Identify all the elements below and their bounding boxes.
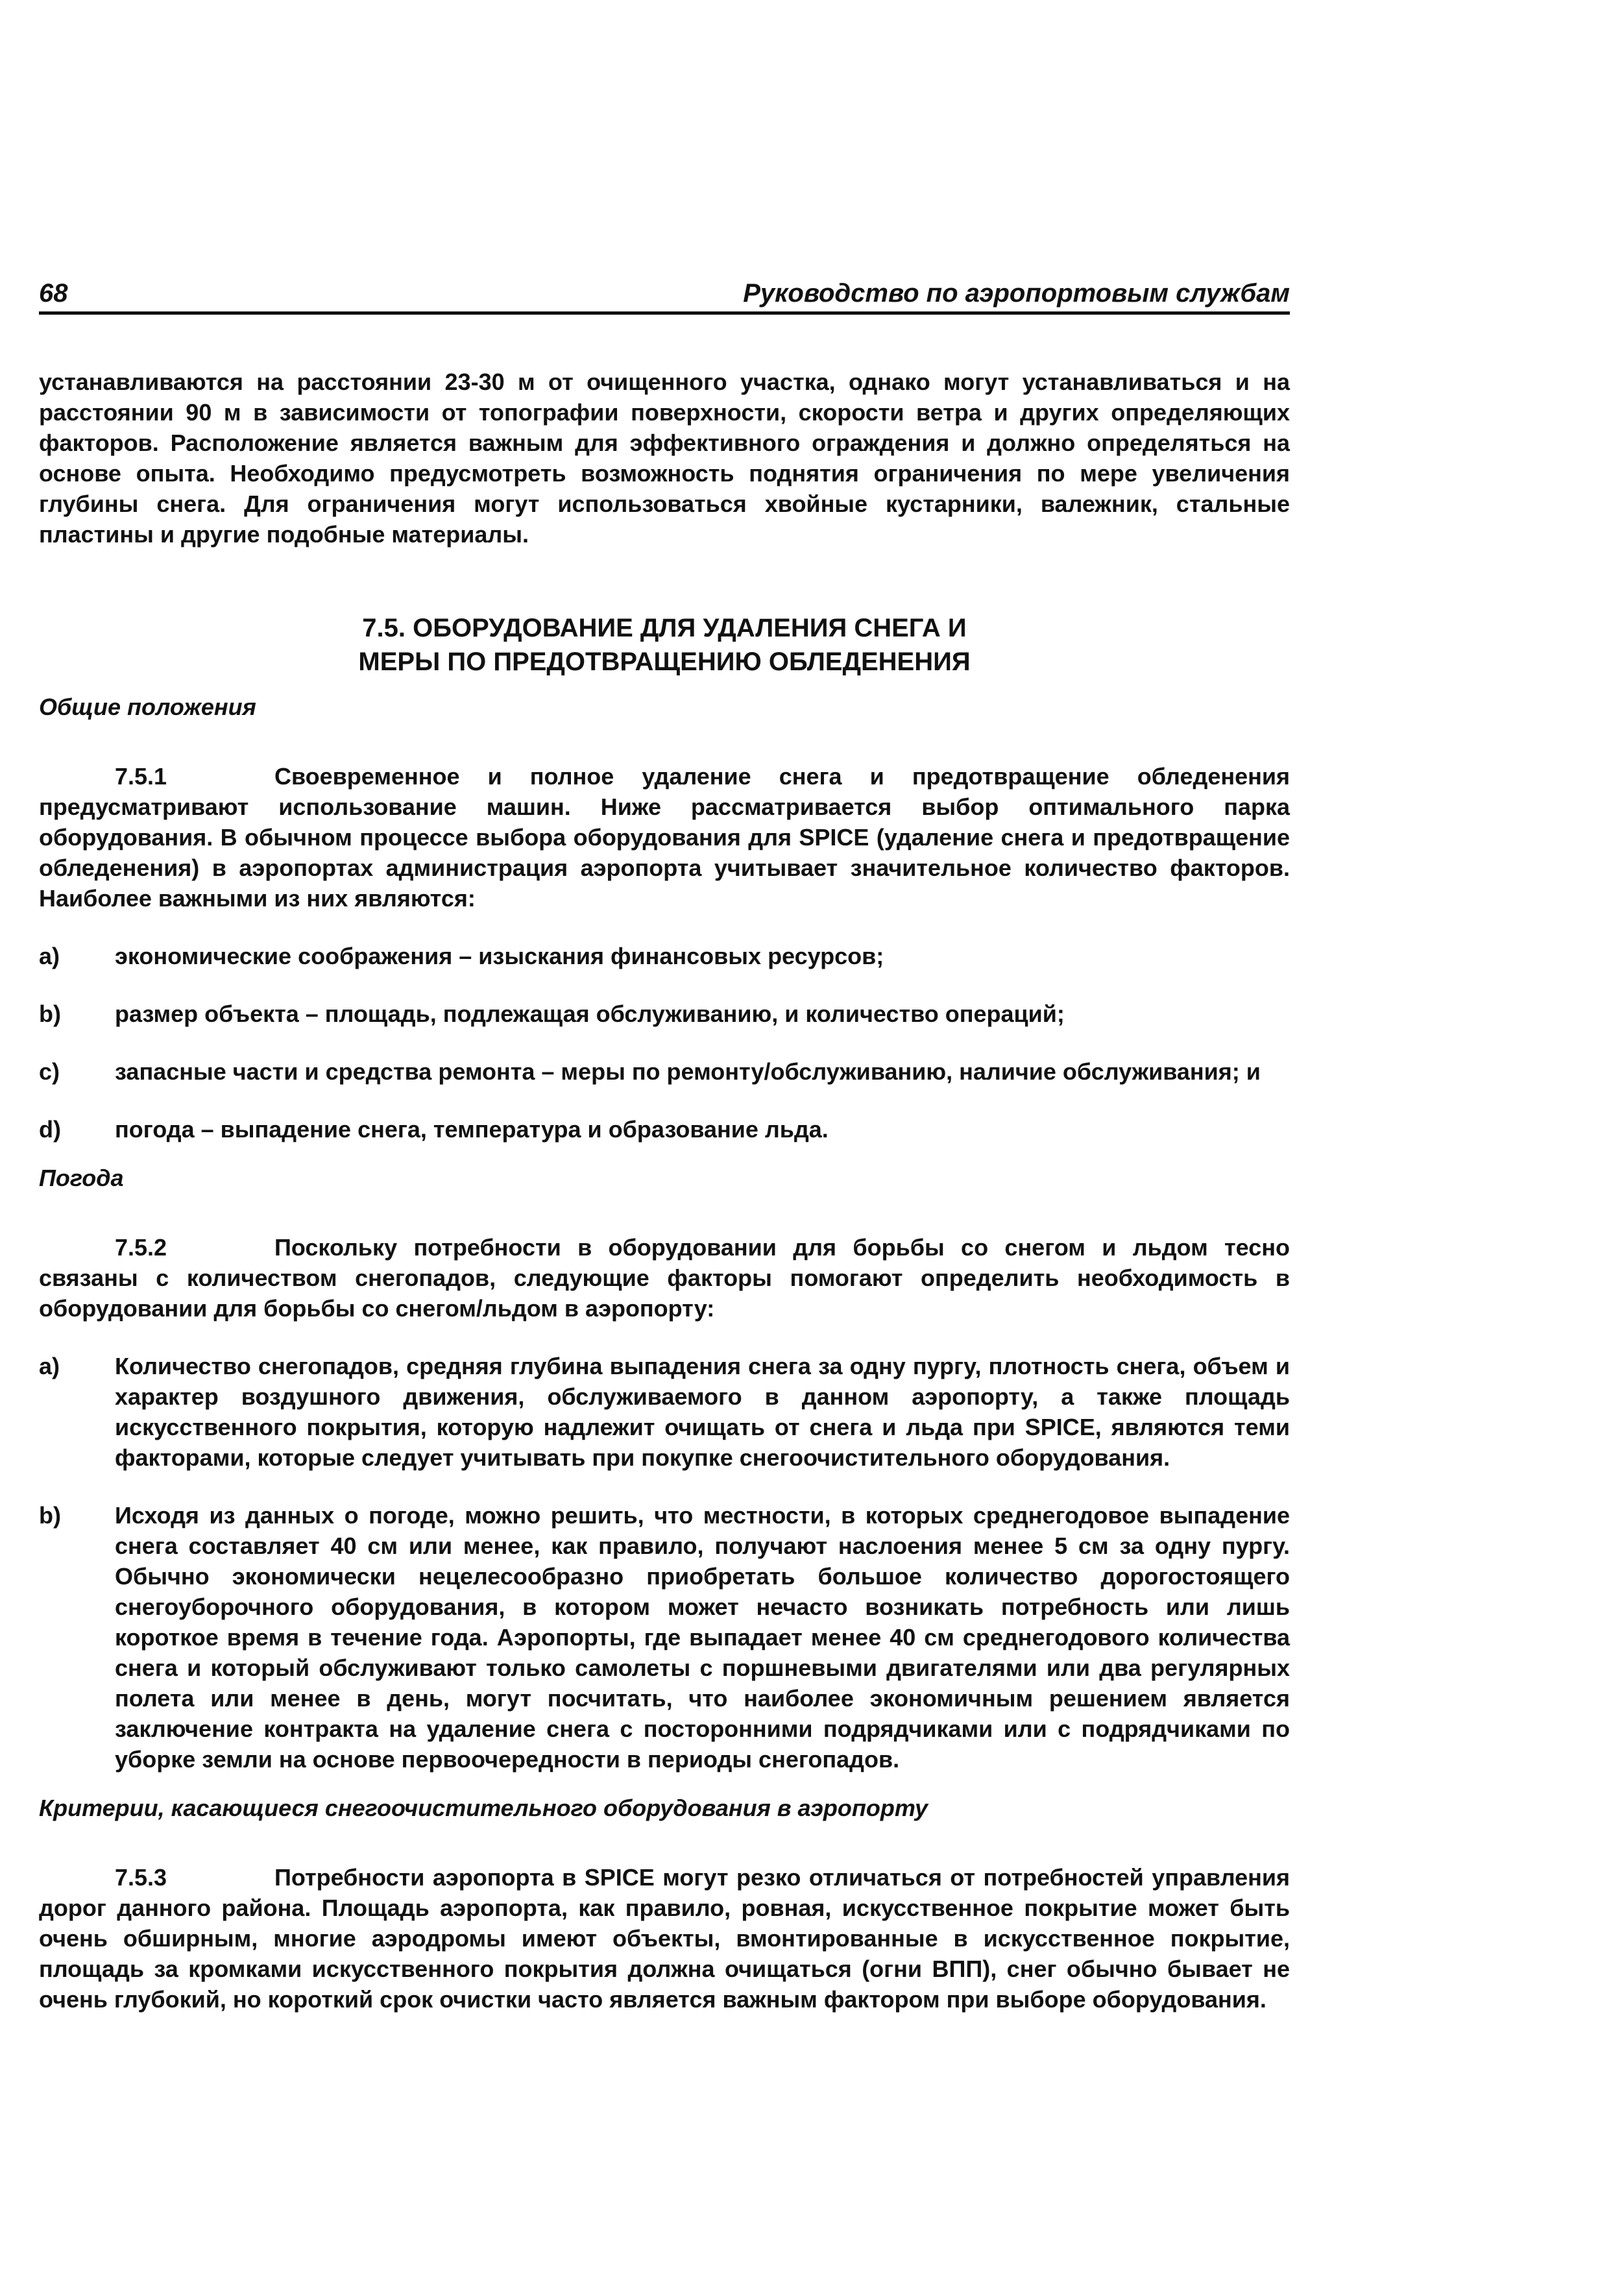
page-number: 68 xyxy=(39,279,68,308)
paragraph-text: Своевременное и полное удаление снега и предотвращение обледенения предусматривают использование машин. Ниже рассматривается выбор оптимального парка оборудования. В обычном процессе выбора оборудования для SPICE (удаление снега и предотвращение обледенения) в аэропортах администрация аэропорта учитывает значительное количество факторов. Наиболее важными из них являются: xyxy=(39,763,1290,912)
list-marker: a) xyxy=(39,1353,60,1379)
list-marker: d) xyxy=(39,1116,61,1143)
section-title-line-2: МЕРЫ ПО ПРЕДОТВРАЩЕНИЮ ОБЛЕДЕНЕНИЯ xyxy=(358,648,971,676)
paragraph-text: Поскольку потребности в оборудовании для борьбы со снегом и льдом тесно связаны с количеством снегопадов, следующие факторы помогают определить необходимость в оборудовании для борьбы со снегом/льдом в аэропорту: xyxy=(39,1234,1290,1322)
paragraph-number: 7.5.1 xyxy=(115,763,167,790)
section-title-line-1: 7.5. ОБОРУДОВАНИЕ ДЛЯ УДАЛЕНИЯ СНЕГА И xyxy=(362,614,967,642)
paragraph-number: 7.5.3 xyxy=(115,1864,167,1891)
page-content xyxy=(39,367,1290,2042)
section-title xyxy=(39,611,1290,679)
list-text: запасные части и средства ремонта – меры по ремонту/обслуживанию, наличие обслуживания; и xyxy=(115,1058,1261,1085)
list-text: Количество снегопадов, средняя глубина выпадения снега за одну пургу, плотность снега, объем и характер воздушного движения, обслуживаемого в данном аэропорту, а также площадь искусственного покрытия, которую надлежит очищать от снега и льда при SPICE, являются теми факторами, которые следует учитывать при покупке снегоочистительного оборудования. xyxy=(115,1353,1290,1471)
list-item xyxy=(39,1500,1290,1775)
running-title: Руководство по аэропортовым службам xyxy=(743,279,1290,308)
list-text: экономические соображения – изыскания финансовых ресурсов; xyxy=(115,943,884,969)
paragraph-7-5-2 xyxy=(39,1232,1290,1324)
list-item xyxy=(39,999,1290,1029)
list-item xyxy=(39,1351,1290,1473)
list-marker: b) xyxy=(39,1502,61,1529)
paragraph-7-5-1 xyxy=(39,761,1290,914)
paragraph-7-5-3 xyxy=(39,1862,1290,2015)
list-marker: b) xyxy=(39,1000,61,1027)
subheading-weather: Погода xyxy=(39,1165,124,1191)
list-item xyxy=(39,1056,1290,1087)
list-marker: c) xyxy=(39,1058,60,1085)
list-text: Исходя из данных о погоде, можно решить, что местности, в которых среднегодовое выпадение снега составляет 40 см или менее, как правило, получают наслоения менее 5 см за одну пургу. Обычно экономически нецелесообразно приобретать большое количество дорогостоящего снегоуборочного оборудования, в котором может нечасто возникать потребность или лишь короткое время в течение года. Аэропорты, где выпадает менее 40 см среднегодового количества снега и который обслуживают только самолеты с поршневыми двигателями или два регулярных полета или менее в день, могут посчитать, что наиболее экономичным решением является заключение контракта на удаление снега с посторонними подрядчиками или с подрядчиками по уборке земли на основе первоочередности в периоды снегопадов. xyxy=(115,1502,1290,1773)
paragraph-text: Потребности аэропорта в SPICE могут резко отличаться от потребностей управления дорог данного района. Площадь аэропорта, как правило, ровная, искусственное покрытие может быть очень обширным, многие аэродромы имеют объекты, вмонтированные в искусственное покрытие, площадь за кромками искусственного покрытия должна очищаться (огни ВПП), снег обычно бывает не очень глубокий, но короткий срок очистки часто является важным фактором при выборе оборудования. xyxy=(39,1864,1290,2013)
list-item xyxy=(39,941,1290,971)
intro-paragraph: устанавливаются на расстоянии 23-30 м от очищенного участка, однако могут устанавливаться и на расстоянии 90 м в зависимости от топографии поверхности, скорости ветра и других определяющих факторов. Расположение является важным для эффективного ограждения и должно определяться на основе опыта. Необходимо предусмотреть возможность поднятия ограничения по мере увеличения глубины снега. Для ограничения могут использоваться хвойные кустарники, валежник, стальные пластины и другие подобные материалы. xyxy=(39,369,1290,548)
paragraph-number: 7.5.2 xyxy=(115,1234,167,1261)
list-marker: a) xyxy=(39,943,60,969)
page-header xyxy=(39,273,1290,315)
subheading-general: Общие положения xyxy=(39,694,256,720)
subheading-criteria: Критерии, касающиеся снегоочистительного оборудования в аэропорту xyxy=(39,1795,928,1821)
list-text: размер объекта – площадь, подлежащая обслуживанию, и количество операций; xyxy=(115,1000,1065,1027)
list-text: погода – выпадение снега, температура и образование льда. xyxy=(115,1116,829,1143)
list-item xyxy=(39,1114,1290,1145)
